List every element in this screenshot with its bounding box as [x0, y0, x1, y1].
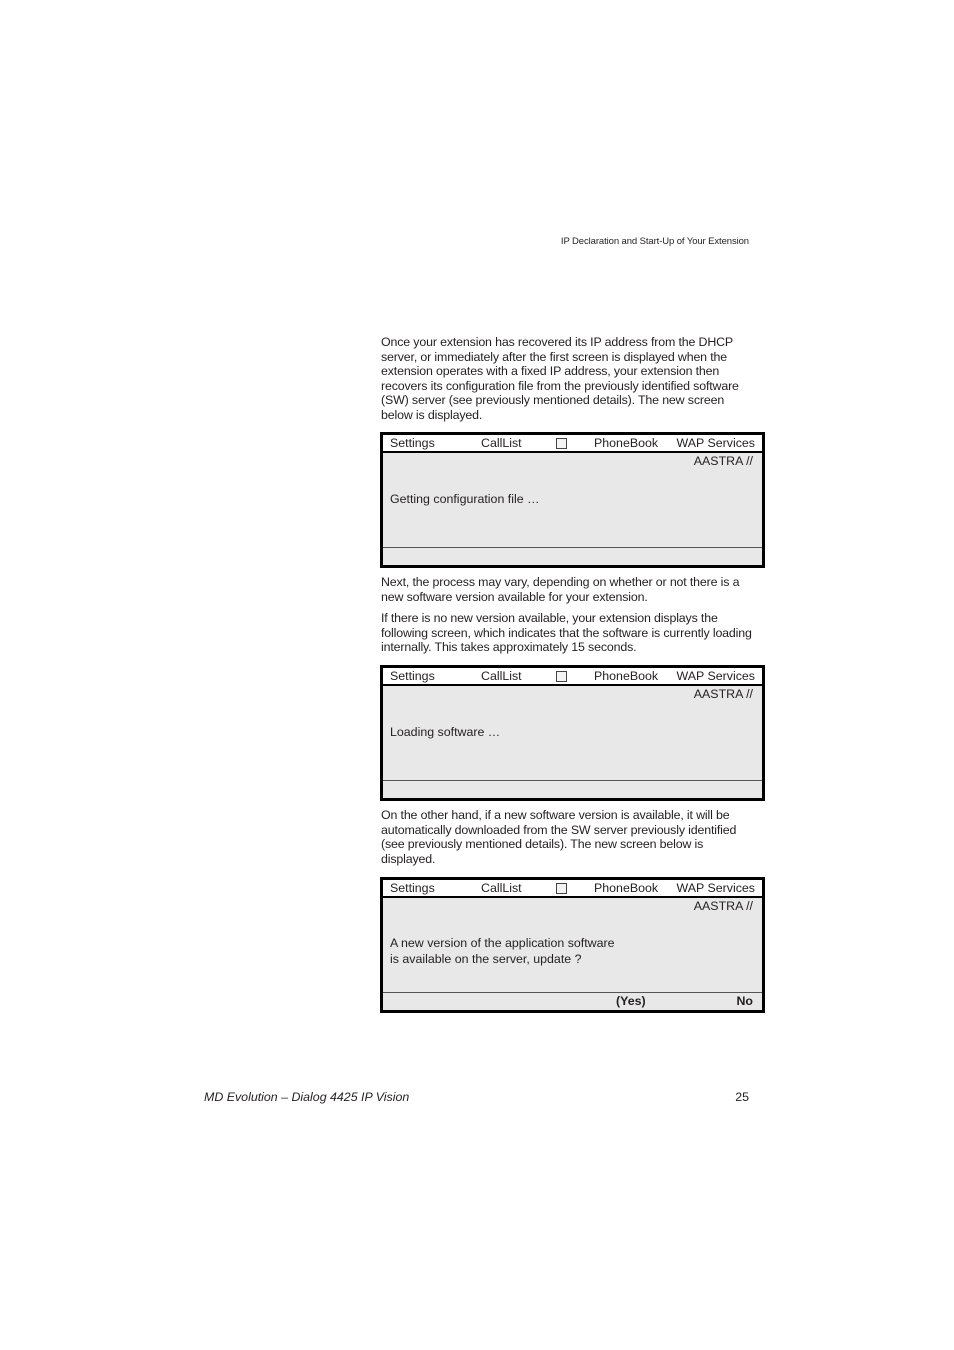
- tab-wap-services: WAP Services: [676, 881, 755, 895]
- screen-body: [383, 453, 762, 547]
- tab-settings: Settings: [390, 436, 435, 450]
- status-box-icon: [556, 671, 567, 682]
- screen-message-line-2: is available on the server, update ?: [390, 952, 582, 966]
- softkey-bar: [383, 780, 762, 798]
- tab-phonebook: PhoneBook: [594, 881, 659, 895]
- aastra-logo: AASTRA //: [693, 687, 753, 701]
- paragraph-no-new-version: If there is no new version available, your extension displays the following screen, which indicates that the software is currently loading internally. This takes approximately 15 seconds.: [381, 611, 752, 654]
- screen-tab-bar: [383, 880, 762, 898]
- phone-screen-getting-config: [380, 432, 765, 568]
- tab-wap-services: WAP Services: [676, 436, 755, 450]
- screen-body: [383, 686, 762, 780]
- footer-document-title: MD Evolution – Dialog 4425 IP Vision: [204, 1090, 410, 1104]
- tab-wap-services: WAP Services: [676, 669, 755, 683]
- tab-phonebook: PhoneBook: [594, 436, 659, 450]
- page-number: 25: [735, 1090, 749, 1104]
- tab-calllist: CallList: [481, 669, 522, 683]
- tab-calllist: CallList: [481, 436, 522, 450]
- aastra-logo: AASTRA //: [693, 454, 753, 468]
- tab-phonebook: PhoneBook: [594, 669, 659, 683]
- softkey-bar: [383, 992, 762, 1010]
- paragraph-new-version-available: On the other hand, if a new software version is available, it will be automatically downloaded from the SW server previously identified (see previously mentioned details). The new screen below is displayed.: [381, 808, 737, 866]
- paragraph-config-intro: Once your extension has recovered its IP address from the DHCP server, or immediately after the first screen is displayed when the extension operates with a fixed IP address, your extension then recovers its configuration file from the previously identified software (SW) server (see previously mentioned details). The new screen below is displayed.: [381, 335, 739, 422]
- running-header: IP Declaration and Start-Up of Your Extension: [560, 236, 749, 247]
- tab-settings: Settings: [390, 669, 435, 683]
- tab-settings: Settings: [390, 881, 435, 895]
- softkey-bar: [383, 547, 762, 565]
- phone-screen-update-prompt: [380, 877, 765, 1013]
- paragraph-process-varies: Next, the process may vary, depending on whether or not there is a new software version available for your extension.: [381, 575, 740, 604]
- softkey-yes: (Yes): [616, 994, 646, 1008]
- phone-screen-loading-software: [380, 665, 765, 801]
- status-box-icon: [556, 883, 567, 894]
- screen-message-line-1: A new version of the application software: [390, 936, 615, 950]
- tab-calllist: CallList: [481, 881, 522, 895]
- softkey-no: No: [736, 994, 753, 1008]
- screen-body: [383, 898, 762, 992]
- screen-message: Getting configuration file …: [390, 492, 540, 506]
- aastra-logo: AASTRA //: [693, 899, 753, 913]
- screen-tab-bar: [383, 435, 762, 453]
- status-box-icon: [556, 438, 567, 449]
- screen-message: Loading software …: [390, 725, 501, 739]
- screen-tab-bar: [383, 668, 762, 686]
